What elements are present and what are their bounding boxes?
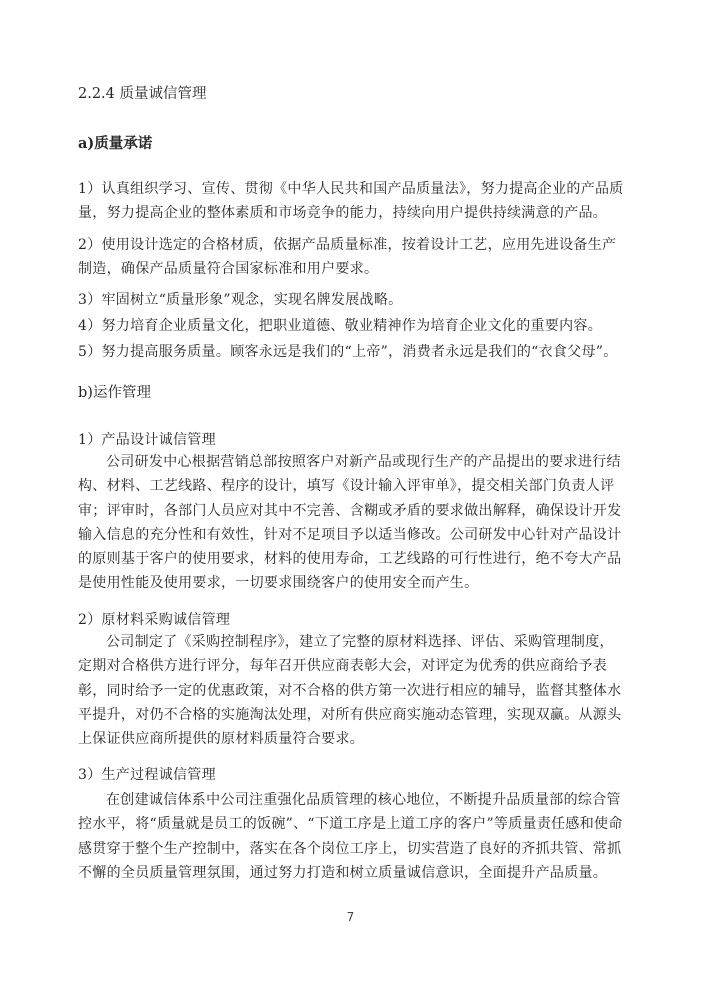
procurement-section-heading: 2）原材料采购诚信管理 [78, 612, 231, 628]
production-section-heading: 3）生产过程诚信管理 [78, 767, 216, 783]
page-number: 7 [346, 910, 355, 924]
section-title: 2.2.4 质量诚信管理 [78, 86, 207, 102]
commitment-item-4: 4）努力培育企业质量文化，把职业道德、敬业精神作为培育企业文化的重要内容。 [78, 318, 603, 334]
design-section-heading: 1）产品设计诚信管理 [78, 432, 216, 448]
design-section-body: 公司研发中心根据营销总部按照客户对新产品或现行生产的产品提出的要求进行结构、材料、工艺线路、程序的设计，填写《设计输入评审单》，提交相关部门负责人评审；评审时，各部门人员应对其中不完善、含糊或矛盾的要求做出解释，确保设计开发输入信息的充分性和有效性，针对不足项目予以适当修改。公司研发中心针对产品设计的原则基于客户的使用要求，材料的使用寿命，工艺线路的可行性进行，绝不夸大产品是使用性能及使用要求，一切要求围绕客户的使用安全而产生。 [78, 454, 622, 592]
commitment-item-5: 5）努力提高服务质量。顾客永远是我们的“上帝”，消费者永远是我们的“衣食父母”。 [78, 344, 618, 360]
commitment-item-1: 1）认真组织学习、宣传、贯彻《中华人民共和国产品质量法》，努力提高企业的产品质量，努力提高企业的整体素质和市场竞争的能力，持续向用户提供持续满意的产品。 [78, 181, 624, 222]
commitment-item-3: 3）牢固树立“质量形象”观念，实现名牌发展战略。 [78, 292, 403, 308]
production-section-body: 在创建诚信体系中公司注重强化品质管理的核心地位，不断提升品质量部的综合管控水平，将“质量就是员工的饭碗”、“下道工序是上道工序的客户”等质量责任感和使命感贯穿于整个生产控制中，落实在各个岗位工序上，切实营造了良好的齐抓共管、常抓不懈的全员质量管理氛围，通过努力打造和树立质量诚信意识，全面提升产品质量。 [78, 792, 623, 881]
part-b-title: b)运作管理 [78, 385, 151, 401]
commitment-item-2: 2）使用设计选定的合格材质，依据产品质量标准，按着设计工艺，应用先进设备生产制造，确保产品质量符合国家标准和用户要求。 [78, 237, 617, 278]
procurement-section-body: 公司制定了《采购控制程序》，建立了完整的原材料选择、评估、采购管理制度，定期对合格供方进行评分，每年召开供应商表彰大会，对评定为优秀的供应商给予表彰，同时给予一定的优惠政策，对不合格的供方第一次进行相应的辅导，监督其整体水平提升，对仍不合格的实施淘汰处理，对所有供应商实施动态管理，实现双赢。从源头上保证供应商所提供的原材料质量符合要求。 [78, 634, 622, 748]
part-a-title: a)质量承诺 [78, 135, 153, 152]
